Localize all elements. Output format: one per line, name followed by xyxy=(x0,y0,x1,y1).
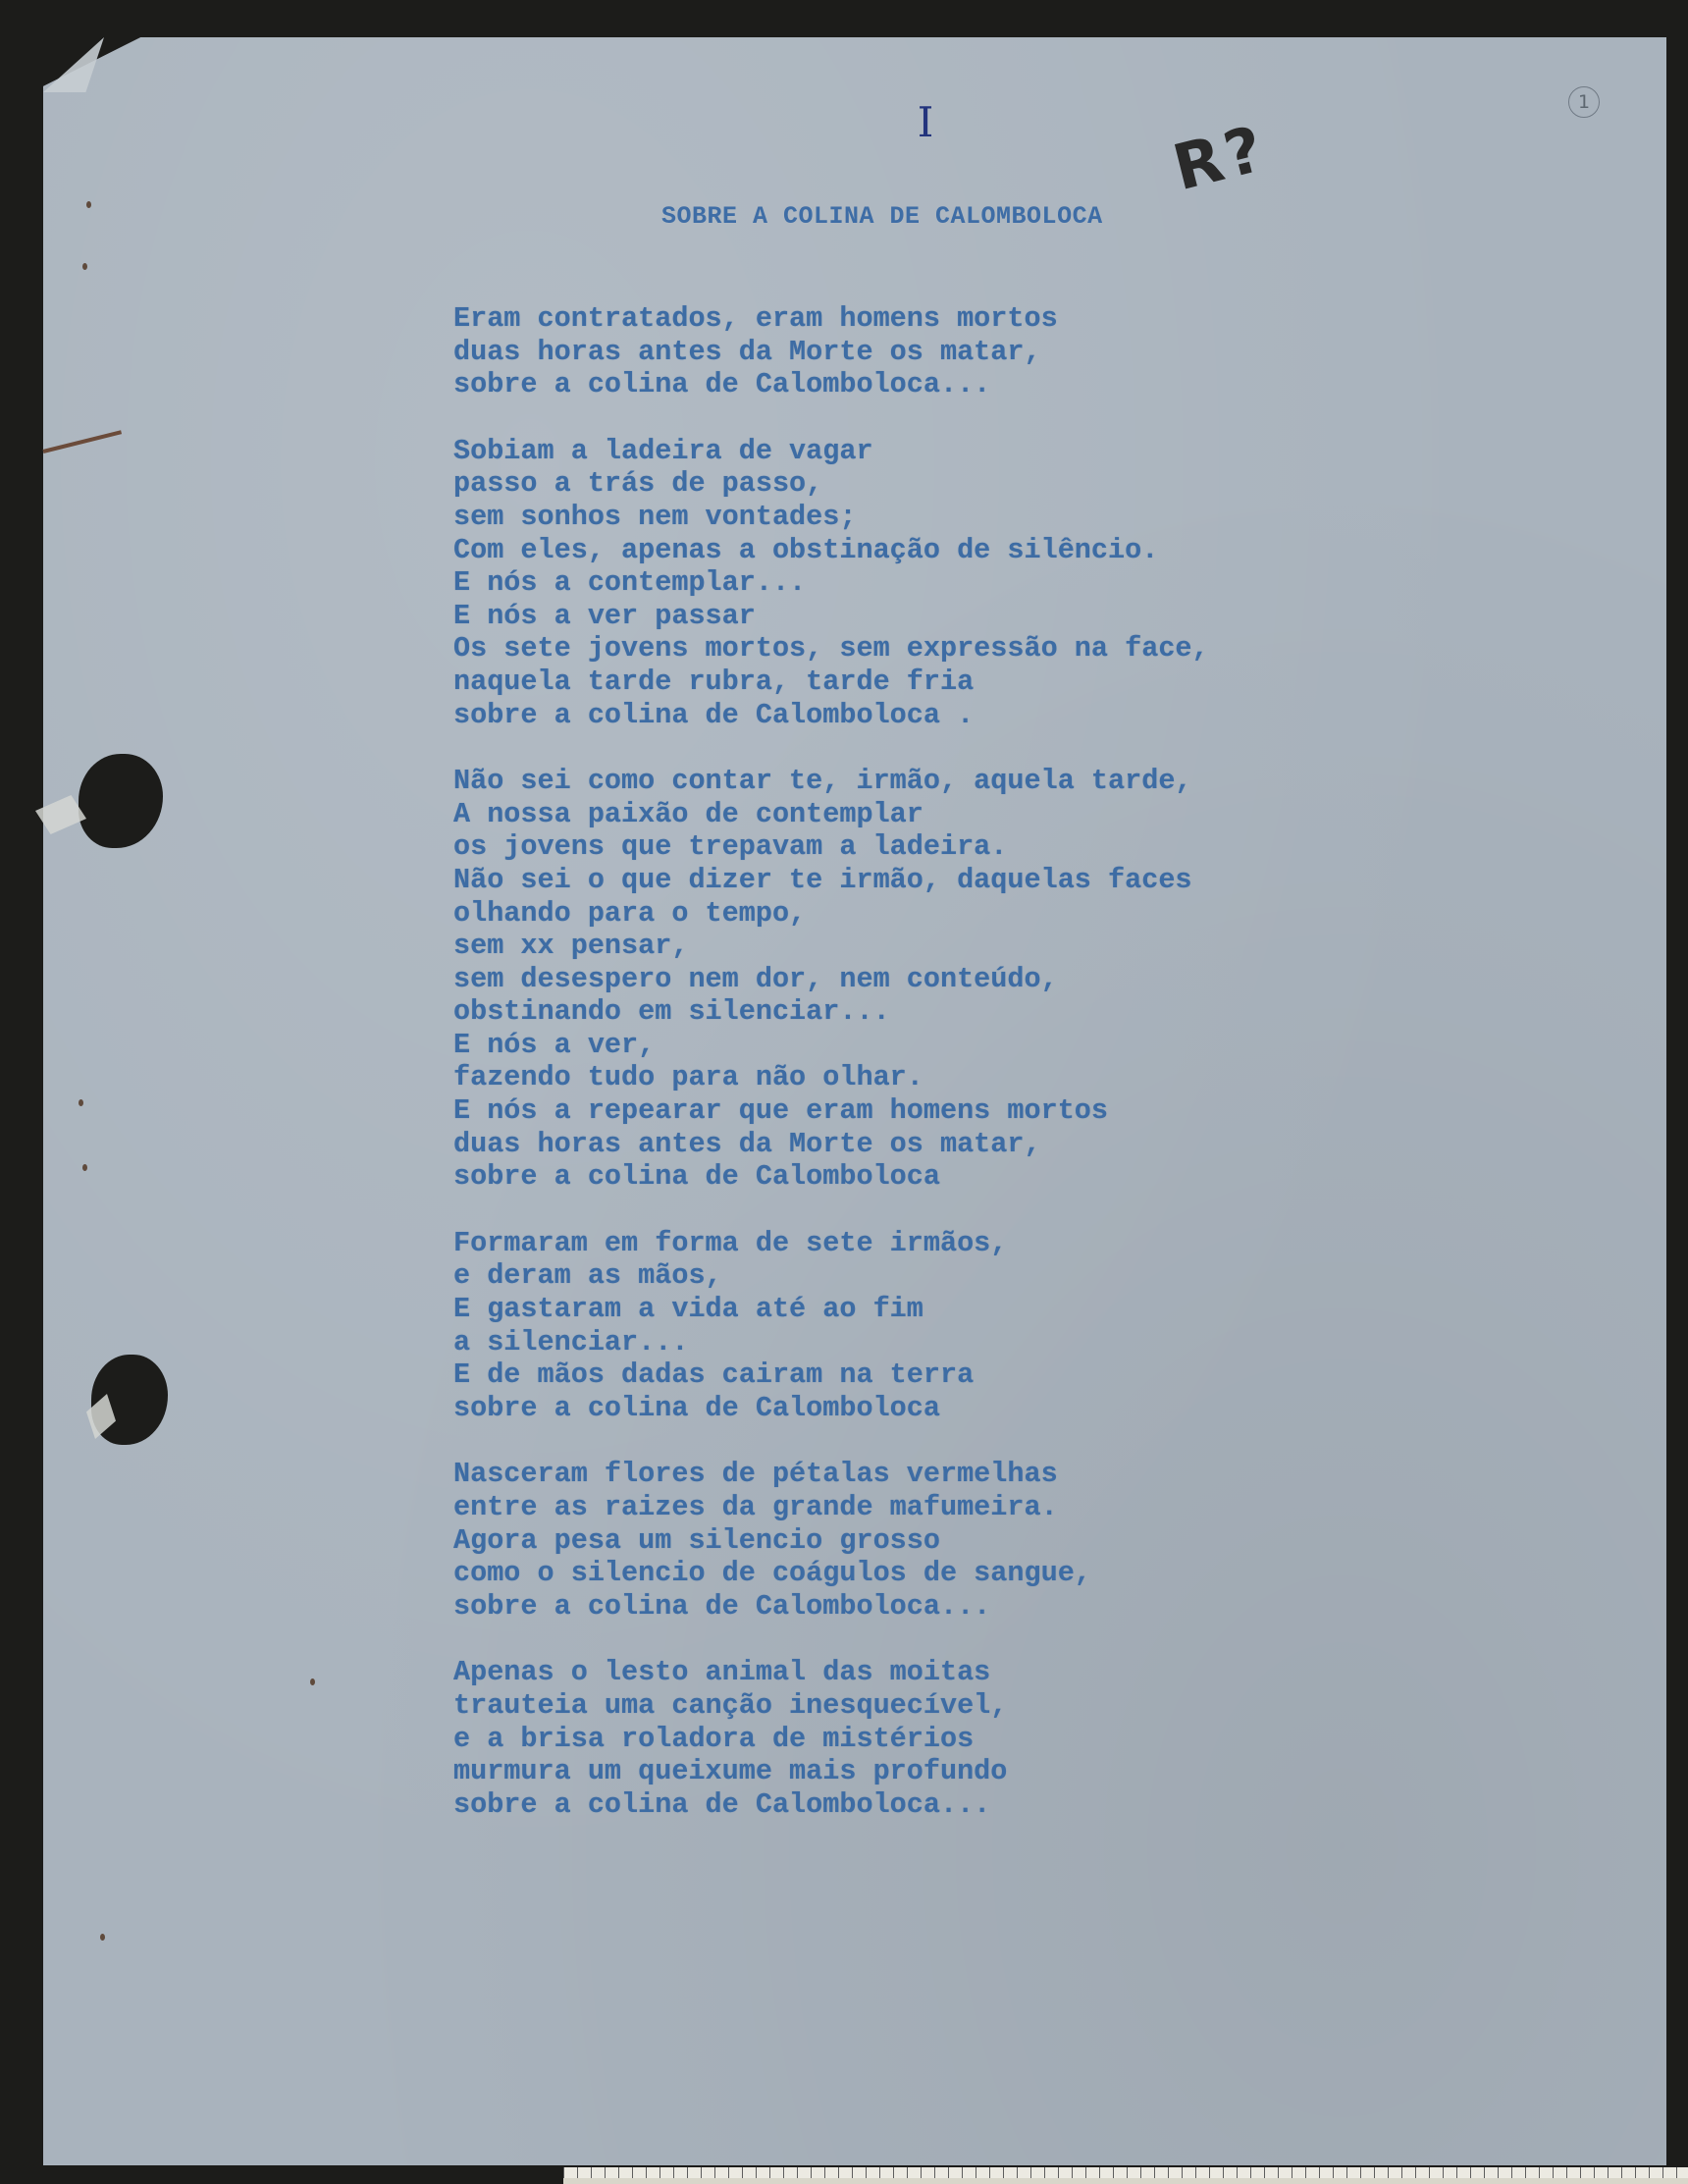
poem-line: obstinando em silenciar... xyxy=(453,995,890,1029)
stanza xyxy=(453,302,1356,401)
ink-fleck xyxy=(82,263,87,270)
poem-line: sobre a colina de Calomboloca... xyxy=(453,1589,991,1623)
section-numeral: I xyxy=(917,98,934,146)
poem-line: duas horas antes da Morte os matar, xyxy=(453,1127,1041,1160)
handwritten-annotation: R? xyxy=(1166,112,1274,206)
poem-title: SOBRE A COLINA DE CALOMBOLOCA xyxy=(661,202,1103,231)
poem-line: E gastaram a vida até ao fim xyxy=(453,1293,923,1326)
ink-fleck xyxy=(79,1099,83,1106)
ink-fleck xyxy=(82,1164,87,1171)
poem-line: e deram as mãos, xyxy=(453,1259,722,1293)
poem-line: Agora pesa um silencio grosso xyxy=(453,1523,940,1557)
poem-line: Formaram em forma de sete irmãos, xyxy=(453,1226,1008,1259)
poem-line: sem desespero nem dor, nem conteúdo, xyxy=(453,962,1058,995)
poem-line: e a brisa roladora de mistérios xyxy=(453,1722,975,1755)
poem-line: os jovens que trepavam a ladeira. xyxy=(453,830,1008,864)
poem-line: passo a trás de passo, xyxy=(453,467,823,501)
ink-fleck xyxy=(86,201,91,208)
poem-line: sem xx pensar, xyxy=(453,930,689,963)
stanza xyxy=(453,435,1356,731)
stanza xyxy=(453,765,1356,1194)
poem-line: Eram contratados, eram homens mortos xyxy=(453,302,1058,335)
ink-fleck xyxy=(310,1678,315,1685)
ink-fleck xyxy=(100,1934,105,1941)
poem-line: A nossa paixão de contemplar xyxy=(453,797,923,830)
stanza xyxy=(453,1656,1356,1821)
stanza xyxy=(453,1458,1356,1623)
poem-line: Não sei como contar te, irmão, aquela tarde, xyxy=(453,765,1192,798)
poem-line: fazendo tudo para não olhar. xyxy=(453,1061,923,1094)
ruler-band xyxy=(563,2178,1688,2184)
poem-line: E nós a ver, xyxy=(453,1028,656,1061)
poem-line: sobre a colina de Calomboloca... xyxy=(453,368,991,401)
poem-line: E nós a ver passar xyxy=(453,599,756,632)
poem-body xyxy=(453,302,1356,1854)
poem-line: E nós a contemplar... xyxy=(453,566,807,600)
poem-line: sobre a colina de Calomboloca... xyxy=(453,1787,991,1821)
poem-line: Não sei o que dizer te irmão, daquelas faces xyxy=(453,863,1192,896)
poem-line: a silenciar... xyxy=(453,1325,689,1358)
poem-line: sobre a colina de Calomboloca . xyxy=(453,698,975,731)
poem-line: Com eles, apenas a obstinação de silêncio. xyxy=(453,533,1159,566)
poem-line: Apenas o lesto animal das moitas xyxy=(453,1656,991,1689)
poem-line: murmura um queixume mais profundo xyxy=(453,1755,1008,1788)
poem-line: sobre a colina de Calomboloca xyxy=(453,1391,940,1424)
poem-line: trauteia uma canção inesquecível, xyxy=(453,1688,1008,1722)
poem-line: Os sete jovens mortos, sem expressão na face, xyxy=(453,632,1209,666)
poem-line: E nós a repearar que eram homens mortos xyxy=(453,1094,1109,1128)
poem-line: olhando para o tempo, xyxy=(453,896,807,930)
poem-line: sobre a colina de Calomboloca xyxy=(453,1160,940,1194)
poem-line: Sobiam a ladeira de vagar xyxy=(453,434,873,467)
poem-line: sem sonhos nem vontades; xyxy=(453,500,857,533)
poem-line: Nasceram flores de pétalas vermelhas xyxy=(453,1458,1058,1491)
poem-line: naquela tarde rubra, tarde fria xyxy=(453,665,975,698)
page-number: 1 xyxy=(1568,86,1600,118)
poem-line: entre as raizes da grande mafumeira. xyxy=(453,1491,1058,1523)
poem-line: duas horas antes da Morte os matar, xyxy=(453,335,1041,368)
stanza xyxy=(453,1227,1356,1425)
poem-line: E de mãos dadas cairam na terra xyxy=(453,1358,975,1392)
poem-line: como o silencio de coágulos de sangue, xyxy=(453,1557,1091,1590)
